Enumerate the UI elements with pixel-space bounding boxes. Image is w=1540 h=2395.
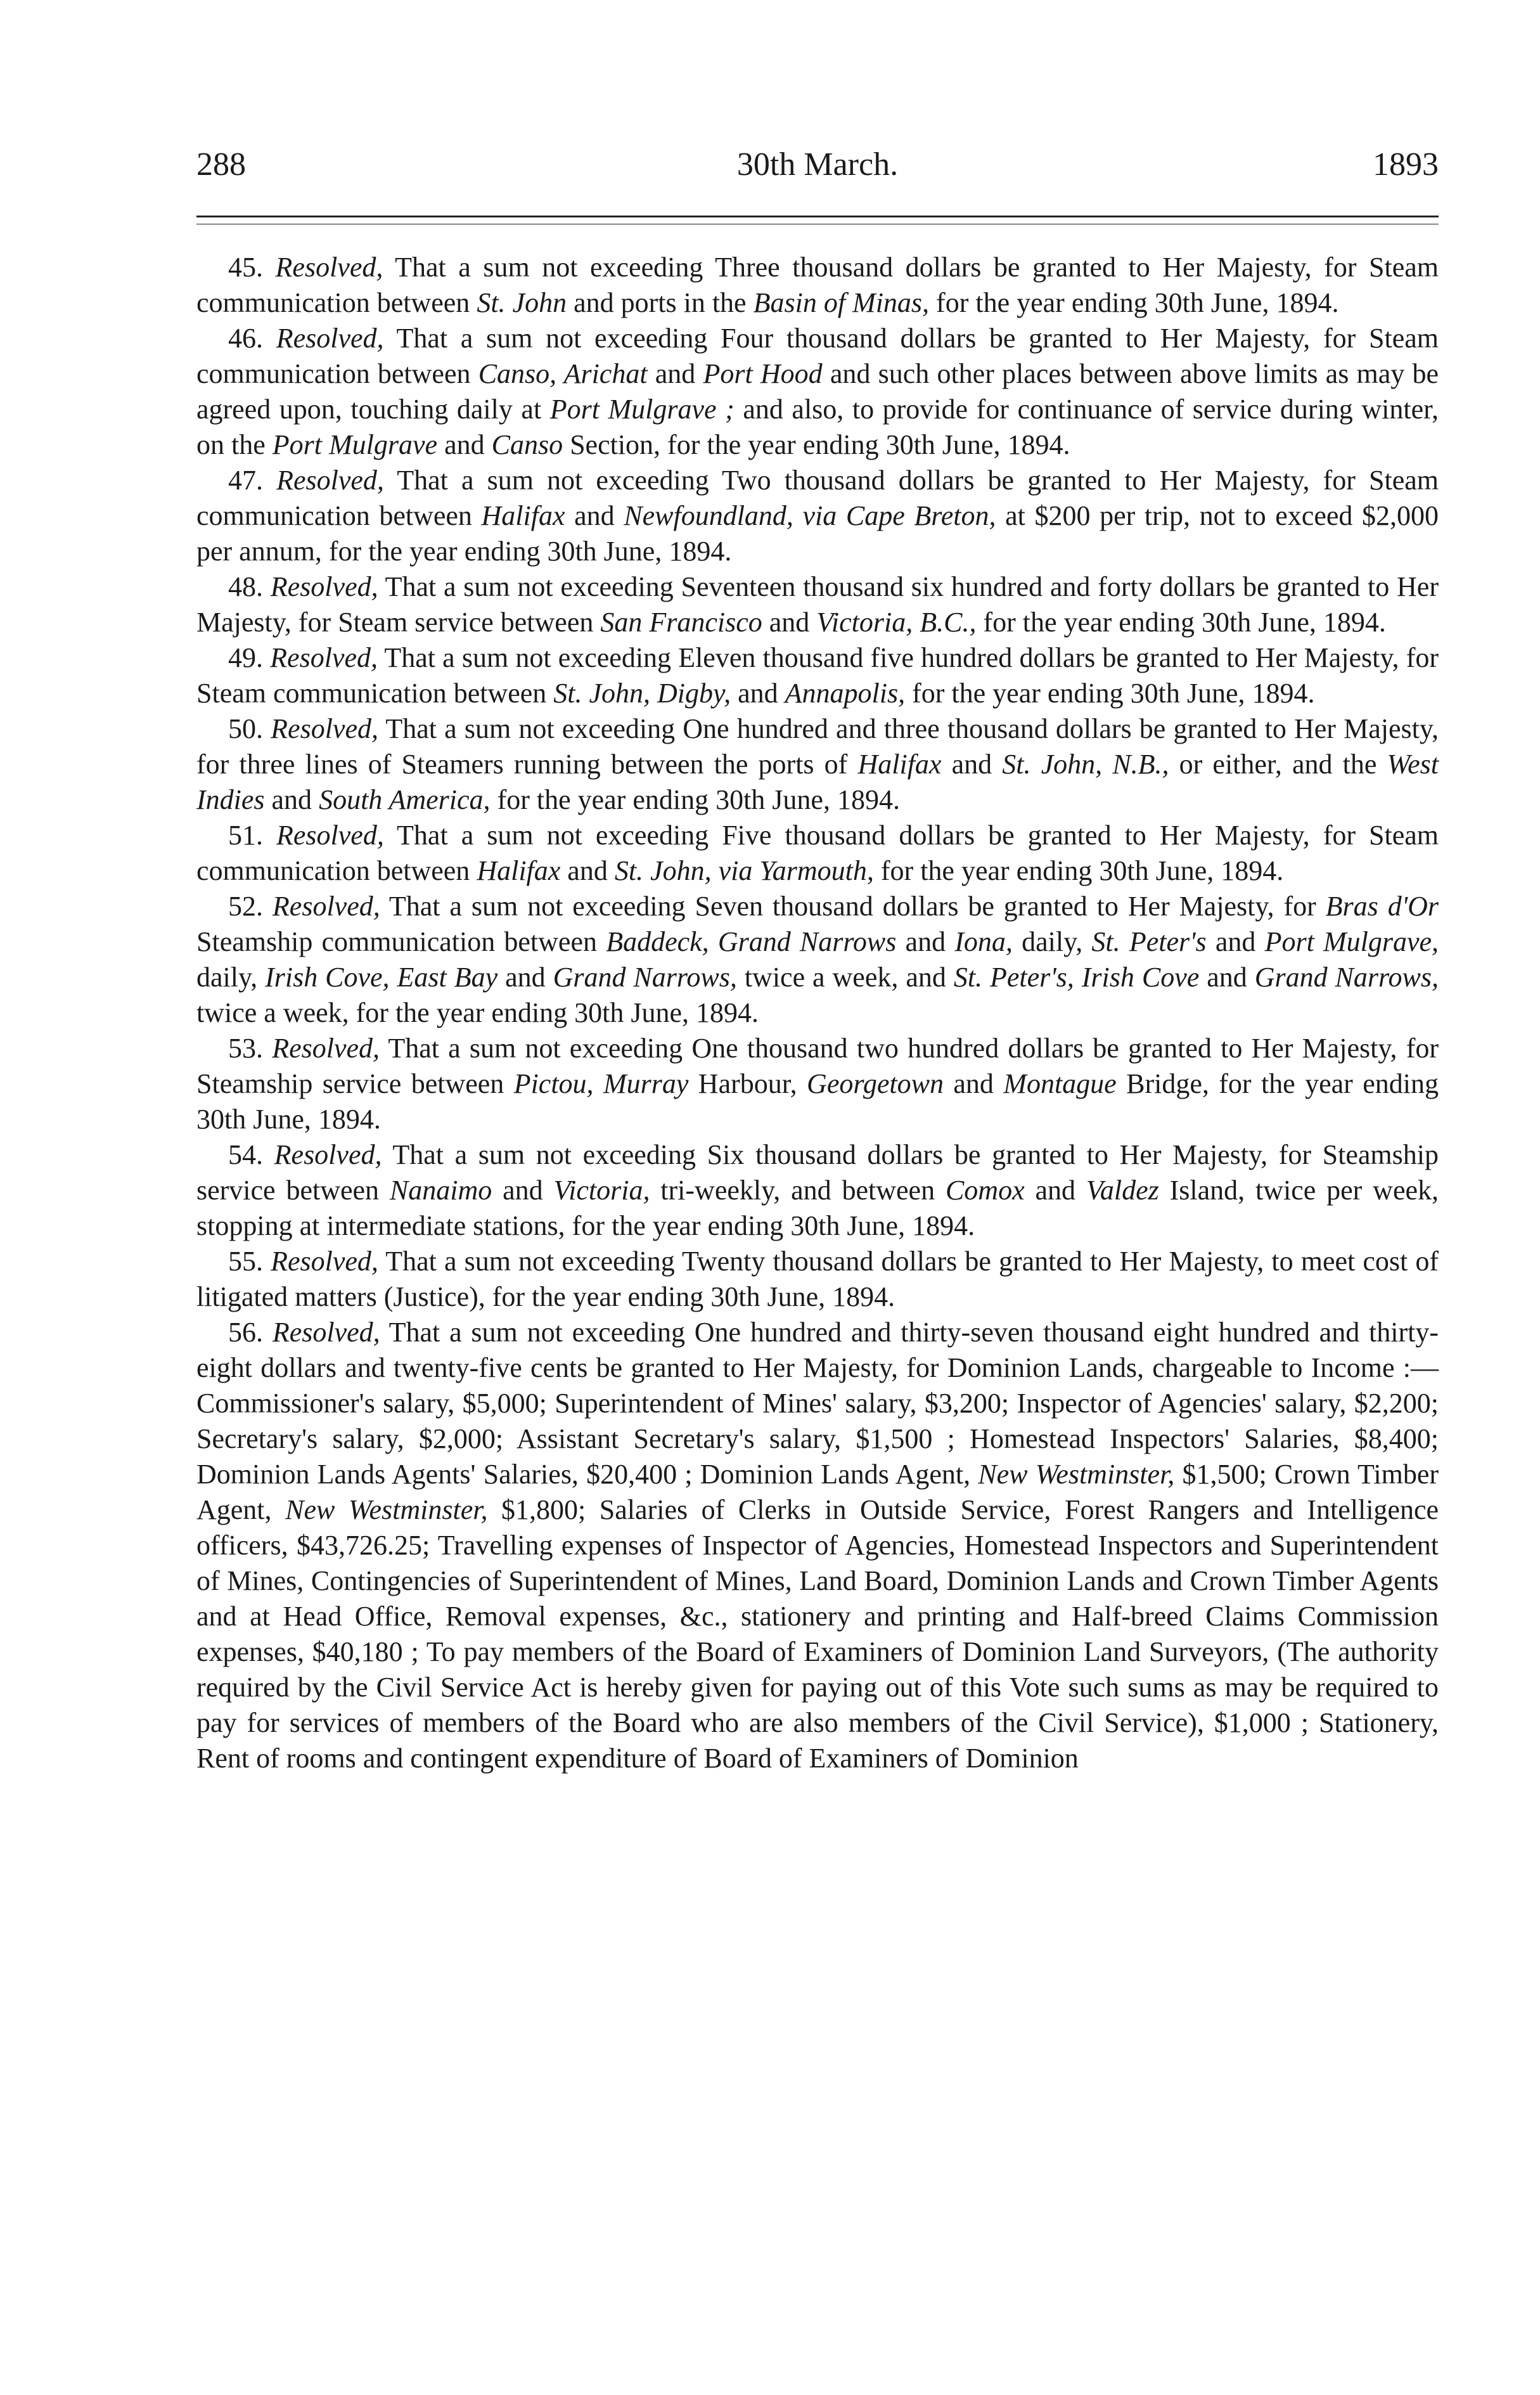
resolution-paragraph [196,321,1439,463]
paragraph-text: and [1199,962,1255,993]
italic-text: Baddeck, Grand Narrows [606,926,897,957]
italic-text: Resolved, [275,252,383,283]
italic-text: St. Peter's [1091,926,1207,957]
resolution-number: 54. [228,1139,274,1170]
paragraph-text: and [497,962,553,993]
paragraph-text: Island, twice per week, stopping at intermediate stations, for the year ending 30th June, 1894. [196,1175,1439,1241]
paragraph-text: Harbour, [688,1068,807,1099]
resolution-number: 49. [228,642,271,673]
paragraph-text: That a sum not exceeding Seven thousand dollars be granted to Her Majesty, for [380,891,1326,922]
paragraph-text: That a sum not exceeding One hundred and thirty-seven thousand eight hundred and thirty-eight dollars and twenty-five cents be granted to Her Majesty, for Dominion Lands, chargeable to Income :—Commissioner's salary, $5,000; Superintendent of Mines' salary, $3,200; Inspector of Agencies' salary, $2,200; Secretary's salary, $2,000; Assistant Secretary's salary, $1,500 ; Homestead Inspectors' Salaries, $8,400; Dominion Lands Agents' Salaries, $20,400 ; Dominion Lands Agent, [196,1317,1439,1490]
italic-text: Halifax [477,855,561,886]
paragraph-text: and [437,429,492,460]
resolution-number: 45. [228,252,276,283]
paragraph-text: for the year ending 30th June, 1894. [873,855,1284,886]
resolution-number: 53. [228,1033,273,1064]
paragraph-text: or either, and the [1169,749,1387,780]
italic-text: Nanaimo [389,1175,492,1206]
paragraph-text: and [492,1175,554,1206]
italic-text: Halifax [857,749,942,780]
italic-text: Resolved, [272,1033,380,1064]
paragraph-text: Section, for the year ending 30th June, 1894. [563,429,1070,460]
resolution-paragraph [196,1137,1439,1244]
paragraph-text: That a sum not exceeding Two thousand dollars be granted to Her Majesty, for Steam communication between [196,465,1439,531]
italic-text: St. John, Digby, [553,678,731,709]
italic-text: Resolved, [276,465,384,496]
italic-text: Victoria, [553,1175,650,1206]
paragraph-text: daily, [1012,926,1092,957]
italic-text: Port Mulgrave, [1264,926,1439,957]
paragraph-text: and [896,926,955,957]
paragraph-text: for the year ending 30th June, 1894. [905,678,1315,709]
resolution-paragraph [196,818,1439,889]
header-rule [196,216,1439,224]
italic-text: Irish Cove, East Bay [265,962,498,993]
italic-text: Newfoundland, via Cape Breton, [624,500,996,531]
paragraph-text: tri-weekly, and between [650,1175,946,1206]
paragraph-text: and [731,678,785,709]
paragraph-text: That a sum not exceeding One thousand two hundred dollars be granted to Her Majesty, for Steamship service between [196,1033,1439,1099]
italic-text: Comox [945,1175,1025,1206]
resolution-number: 47. [228,465,277,496]
page-header [196,108,1439,183]
italic-text: Resolved, [276,820,384,851]
paragraph-text: and [1024,1175,1086,1206]
italic-text: Victoria, B.C., [816,607,977,638]
header-date: 30th March. [736,146,899,183]
italic-text: Grand Narrows, [1254,962,1439,993]
italic-text: Grand Narrows, [553,962,737,993]
italic-text: San Francisco [600,607,762,638]
italic-text: Georgetown [807,1068,944,1099]
italic-text: Port Hood [703,358,823,389]
italic-text: Resolved, [272,891,380,922]
resolution-paragraph [196,250,1439,321]
paragraph-text: $1,500; Crown Timber Agent, [196,1459,1439,1525]
paragraph-text: That a sum not exceeding Four thousand dollars be granted to Her Majesty, for Steam communication between [196,323,1439,389]
paragraph-text: Bridge, for the year ending 30th June, 1894. [196,1068,1439,1135]
paragraph-text: and [941,749,1003,780]
paragraph-text: $1,800; Salaries of Clerks in Outside Service, Forest Rangers and Intelligence officers, $43,726.25; Travelling expenses of Inspector of Agencies, Homestead Inspectors and Superintendent of Mines, Contingencies of Superintendent of Mines, Land Board, Dominion Lands and Crown Timber Agents and at Head Office, Removal expenses, &c., stationery and printing and Half-breed Claims Commission expenses, $40,180 ; To pay members of the Board of Examiners of Dominion Land Surveyors, (The authority required by the Civil Service Act is hereby given for paying out of this Vote such sums as may be required to pay for services of members of the Board who are also members of the Civil Service), $1,000 ; Stationery, Rent of rooms and contingent expenditure of Board of Examiners of Dominion [196,1494,1439,1774]
italic-text: Resolved, [271,1246,378,1277]
italic-text: South America, [319,784,491,815]
paragraph-text: That a sum not exceeding Eleven thousand five hundred dollars be granted to Her Majesty, for Steam communication between [196,642,1439,709]
italic-text: West Indies [196,749,1439,815]
italic-text: New Westminster, [285,1494,488,1525]
italic-text: Resolved, [270,571,378,602]
italic-text: Valdez [1086,1175,1159,1206]
resolution-paragraph [196,889,1439,1031]
italic-text: Resolved, [274,1139,382,1170]
document-page [196,108,1439,1776]
paragraph-text: and [762,607,817,638]
paragraph-text: That a sum not exceeding Six thousand dollars be granted to Her Majesty, for Steamship service between [196,1139,1439,1206]
resolution-number: 48. [228,571,271,602]
header-year: 1893 [1373,146,1439,183]
resolution-paragraph [196,569,1439,640]
italic-text: Resolved, [270,642,378,673]
resolution-paragraph [196,1244,1439,1315]
italic-text: Basin of Minas, [753,287,930,318]
resolution-paragraph [196,1315,1439,1776]
resolution-number: 55. [228,1246,271,1277]
italic-text: Resolved, [272,1317,380,1348]
italic-text: New Westminster, [978,1459,1175,1490]
paragraph-text: for the year ending 30th June, 1894. [490,784,900,815]
resolution-number: 46. [228,323,276,354]
italic-text: Annapolis, [785,678,906,709]
paragraph-text: and such other places between above limits as may be agreed upon, touching daily at [196,358,1439,425]
italic-text: Resolved, [276,323,384,354]
paragraph-text: twice a week, and [736,962,954,993]
resolution-number: 56. [228,1317,273,1348]
paragraph-text: That a sum not exceeding Seventeen thousand six hundred and forty dollars be granted to Her Majesty, for Steam service between [196,571,1439,638]
paragraph-text: That a sum not exceeding One hundred and three thousand dollars be granted to Her Majesty, for three lines of Steamers running between the ports of [196,713,1439,780]
paragraph-text: Steamship communication between [196,926,606,957]
italic-text: Canso [491,429,563,460]
resolution-number: 50. [228,713,271,744]
italic-text: St. John, via Yarmouth, [614,855,874,886]
paragraph-text: for the year ending 30th June, 1894. [976,607,1386,638]
italic-text: Port Mulgrave ; [549,394,735,425]
paragraph-text: That a sum not exceeding Three thousand dollars be granted to Her Majesty, for Steam communication between [196,252,1439,318]
italic-text: St. John, N.B., [1002,749,1169,780]
resolution-paragraph [196,640,1439,711]
paragraph-text: for the year ending 30th June, 1894. [929,287,1339,318]
resolution-number: 52. [228,891,273,922]
paragraph-text: and ports in the [567,287,754,318]
italic-text: Halifax [481,500,565,531]
resolution-paragraph [196,711,1439,818]
paragraph-text: daily, [196,962,266,993]
resolution-number: 51. [228,820,277,851]
italic-text: Montague [1003,1068,1117,1099]
page-number: 288 [196,146,246,183]
paragraph-text: and [647,358,703,389]
paragraph-text: at $200 per trip, not to exceed $2,000 per annum, for the year ending 30th June, 1894. [196,500,1439,567]
italic-text: Resolved, [271,713,378,744]
paragraph-text: and also, to provide for continuance of service during winter, on the [196,394,1439,460]
paragraph-text: That a sum not exceeding Five thousand dollars be granted to Her Majesty, for Steam communication between [196,820,1439,886]
paragraph-text: and [565,500,624,531]
italic-text: Canso, Arichat [478,358,648,389]
italic-text: Iona, [954,926,1013,957]
paragraph-text: and [943,1068,1004,1099]
paragraph-text: twice a week, for the year ending 30th June, 1894. [196,997,759,1028]
italic-text: Pictou, Murray [513,1068,689,1099]
paragraph-text: and [560,855,615,886]
italic-text: St. John [477,287,567,318]
document-body [196,250,1439,1776]
resolution-paragraph [196,1031,1439,1137]
italic-text: Bras d'Or [1325,891,1439,922]
resolution-paragraph [196,463,1439,569]
paragraph-text: and [264,784,319,815]
paragraph-text: That a sum not exceeding Twenty thousand dollars be granted to Her Majesty, to meet cost of litigated matters (Justice), for the year ending 30th June, 1894. [196,1246,1439,1312]
italic-text: Port Mulgrave [272,429,438,460]
italic-text: St. Peter's, Irish Cove [953,962,1200,993]
paragraph-text: and [1206,926,1265,957]
